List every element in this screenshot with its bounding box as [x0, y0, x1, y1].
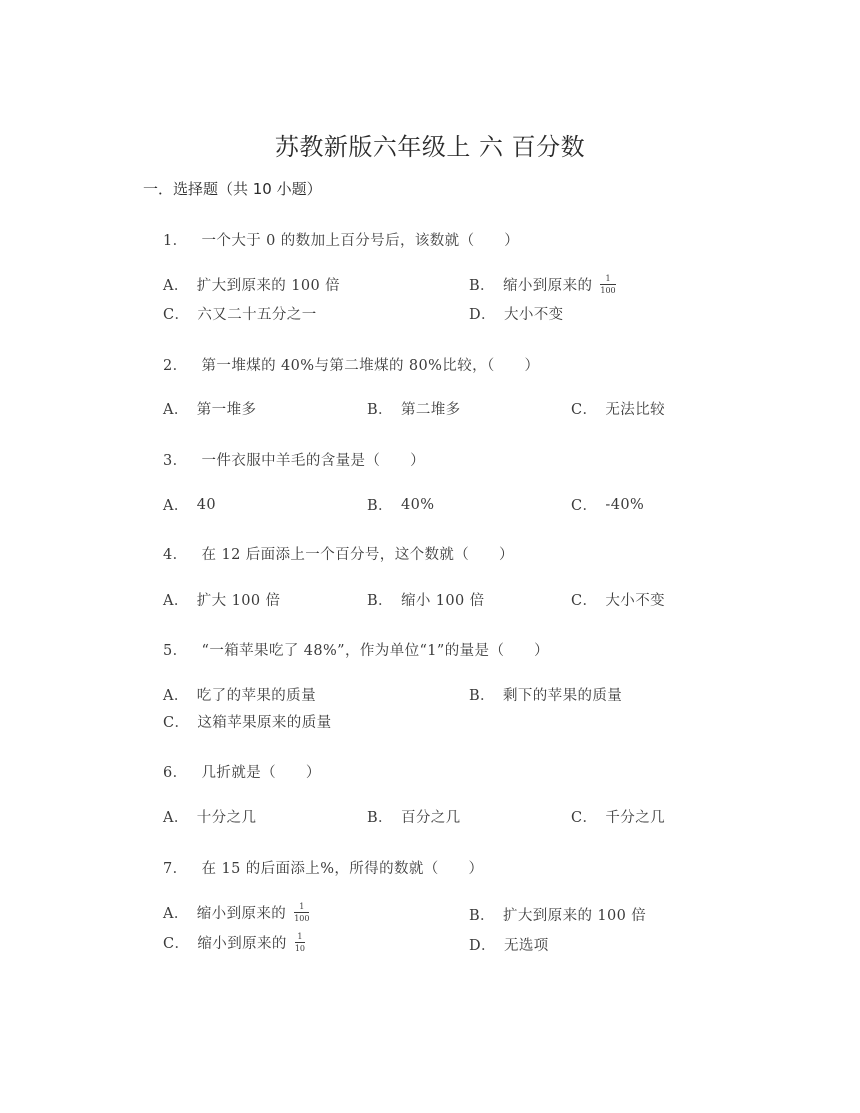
option-letter: A． [163, 688, 189, 704]
option-text: 吃了的苹果的质量 [196, 688, 316, 704]
question-number: 6． [163, 765, 188, 781]
option-letter: A． [163, 906, 189, 922]
option-letter: C． [163, 715, 190, 731]
question-6-option-b [367, 806, 461, 827]
question-2-option-b [367, 398, 461, 419]
question-number: 3． [163, 453, 188, 469]
question-1-option-c [163, 303, 317, 324]
question-5-stem [163, 639, 549, 660]
fraction [600, 274, 615, 295]
question-3-stem [163, 449, 425, 470]
fraction [295, 932, 305, 953]
option-letter: A． [163, 402, 189, 418]
option-text: 扩大到原来的 100 倍 [502, 908, 647, 924]
question-4-option-a [163, 589, 280, 610]
option-letter: C． [571, 498, 598, 514]
fraction-numerator: 1 [605, 274, 611, 283]
option-letter: C． [571, 593, 598, 609]
option-letter: A． [163, 498, 189, 514]
fraction-numerator: 1 [297, 932, 303, 941]
option-text: 缩小到原来的 [197, 936, 287, 952]
question-text: 在 15 的后面添上%，所得的数就（ ） [201, 861, 484, 877]
question-5-option-a [163, 684, 316, 705]
question-1-option-a [163, 274, 340, 295]
option-text: 扩大到原来的 100 倍 [196, 278, 340, 294]
option-text: 缩小到原来的 [196, 906, 287, 922]
question-1-option-b [469, 274, 616, 295]
option-letter: A． [163, 278, 189, 294]
question-7-option-b [469, 904, 646, 925]
question-3-option-c [571, 494, 644, 515]
option-text: 40 [196, 496, 217, 513]
option-letter: D． [469, 938, 496, 954]
option-letter: C． [571, 810, 598, 826]
question-6-stem [163, 761, 321, 782]
option-letter: B． [367, 810, 393, 826]
question-text: 在 12 后面添上一个百分号，这个数就（ ） [201, 547, 514, 563]
fraction-bar [294, 912, 309, 913]
question-3-option-b [367, 494, 434, 515]
question-text: 一件衣服中羊毛的含量是（ ） [201, 453, 426, 469]
option-letter: C． [163, 936, 190, 952]
option-letter: B． [469, 908, 495, 924]
question-1-option-d [469, 303, 564, 324]
fraction-numerator: 1 [299, 902, 305, 911]
question-number: 2． [163, 358, 188, 374]
question-7-option-a [163, 902, 309, 923]
section-heading: 一．选择题（共 10 小题） [143, 180, 322, 198]
option-text: 大小不变 [503, 307, 564, 323]
option-letter: C． [163, 307, 190, 323]
page-title: 苏教新版六年级上 六 百分数 [274, 133, 586, 161]
option-letter: B． [469, 688, 495, 704]
option-text: 这箱苹果原来的质量 [197, 715, 332, 731]
option-text: 缩小 100 倍 [400, 593, 485, 609]
option-letter: B． [367, 402, 393, 418]
fraction-denominator: 100 [600, 286, 616, 295]
question-1-stem [163, 229, 519, 250]
option-letter: B． [469, 278, 495, 294]
question-2-option-a [163, 398, 256, 419]
option-text: 无法比较 [605, 402, 666, 418]
question-text: 第一堆煤的 40%与第二堆煤的 80%比较，（ ） [201, 358, 540, 374]
option-letter: C． [571, 402, 598, 418]
question-6-option-a [163, 806, 256, 827]
option-text: 无选项 [503, 938, 549, 954]
option-text: 千分之几 [605, 810, 666, 826]
option-text: 40% [400, 496, 435, 513]
question-4-option-b [367, 589, 485, 610]
question-text: 几折就是（ ） [201, 765, 321, 781]
fraction-denominator: 100 [294, 914, 310, 923]
option-text: 剩下的苹果的质量 [502, 688, 623, 704]
question-4-stem [163, 543, 514, 564]
question-5-option-c [163, 711, 332, 732]
question-4-option-c [571, 589, 665, 610]
fraction-bar [600, 284, 615, 285]
fraction [294, 902, 309, 923]
question-5-option-b [469, 684, 622, 705]
question-text: 一个大于 0 的数加上百分号后，该数就（ ） [201, 233, 520, 249]
question-7-option-c [163, 932, 305, 953]
option-letter: B． [367, 593, 393, 609]
question-2-option-c [571, 398, 665, 419]
option-text: 百分之几 [400, 810, 461, 826]
option-text: 六又二十五分之一 [197, 307, 317, 323]
question-number: 1． [163, 233, 188, 249]
question-number: 5． [163, 643, 188, 659]
option-text: 第二堆多 [400, 402, 461, 418]
option-letter: B． [367, 498, 393, 514]
option-letter: A． [163, 593, 189, 609]
question-text: “一箱苹果吃了 48%”，作为单位“1”的量是（ ） [201, 643, 550, 659]
question-6-option-c [571, 806, 665, 827]
question-2-stem [163, 354, 539, 375]
question-number: 7． [163, 861, 188, 877]
option-text: 扩大 100 倍 [196, 593, 281, 609]
option-letter: D． [469, 307, 496, 323]
option-text: 十分之几 [196, 810, 257, 826]
fraction-denominator: 10 [294, 944, 305, 953]
option-text: 大小不变 [605, 593, 666, 609]
question-3-option-a [163, 494, 216, 515]
option-letter: A． [163, 810, 189, 826]
option-text: 缩小到原来的 [502, 278, 593, 294]
question-7-stem [163, 857, 483, 878]
option-text: -40% [605, 496, 645, 513]
question-7-option-d [469, 934, 549, 955]
fraction-bar [295, 942, 305, 943]
question-number: 4． [163, 547, 188, 563]
option-text: 第一堆多 [196, 402, 257, 418]
